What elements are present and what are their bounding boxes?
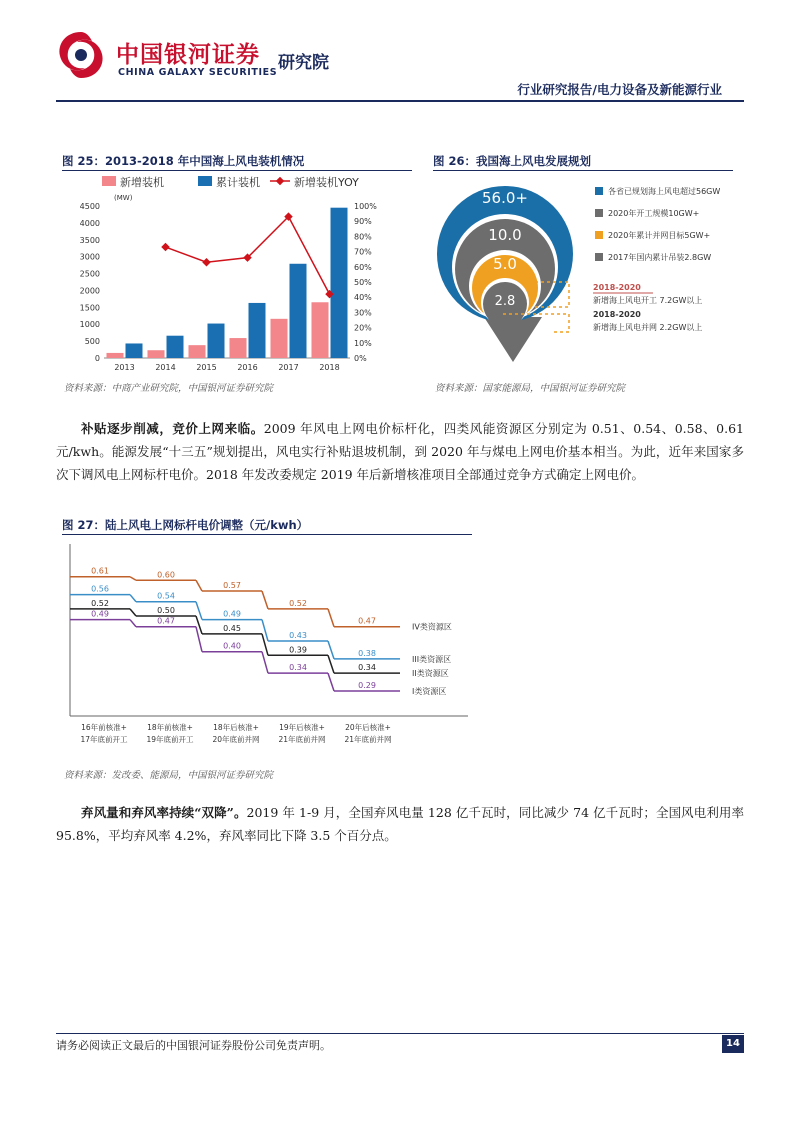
fig27-caption: 图 27：陆上风电上网标杆电价调整（元/kwh） xyxy=(62,518,309,532)
price-label: 0.60 xyxy=(157,570,175,580)
y-tick-label: 500 xyxy=(84,337,100,347)
legend-swatch xyxy=(595,209,603,217)
bar-cumulative xyxy=(126,343,143,358)
logo-institute: 研究院 xyxy=(278,53,329,73)
price-label: 0.50 xyxy=(157,606,175,615)
fig25-caption: 图 25：2013-2018 年中国海上风电装机情况 xyxy=(62,154,305,168)
price-label: 0.45 xyxy=(223,623,241,633)
fig26-source: 资料来源：国家能源局，中国银河证券研究院 xyxy=(435,383,626,394)
footer-divider xyxy=(56,1033,744,1034)
price-label: 0.61 xyxy=(91,566,109,576)
y2-tick-label: 20% xyxy=(354,323,372,333)
circle-label-56: 56.0+ xyxy=(482,189,528,207)
fig27-source: 资料来源：发改委、能源局，中国银河证券研究院 xyxy=(64,770,274,781)
price-label: 0.34 xyxy=(358,663,376,673)
legend-label-yoy: 新增装机YOY xyxy=(294,176,359,189)
price-label: 0.52 xyxy=(91,598,109,608)
y2-tick-label: 60% xyxy=(354,262,372,272)
y2-tick-label: 80% xyxy=(354,232,372,242)
circle-label-2-8: 2.8 xyxy=(494,294,516,309)
bar-new-installed xyxy=(189,345,206,358)
region-label: II类资源区 xyxy=(412,669,449,679)
bar-cumulative xyxy=(290,264,307,358)
price-label: 0.40 xyxy=(223,641,241,651)
bar-new-installed xyxy=(148,350,165,358)
price-label: 0.34 xyxy=(289,663,307,673)
fig27-caption-rule xyxy=(62,534,472,535)
legend-text: 2020年开工规模10GW+ xyxy=(608,209,700,218)
paragraph-curtailment-heading: 弃风量和弃风率持续“双降”。 xyxy=(81,805,247,820)
y2-tick-label: 10% xyxy=(354,338,372,348)
y2-tick-label: 70% xyxy=(354,247,372,257)
circle-label-5: 5.0 xyxy=(493,255,517,273)
price-step-drop xyxy=(130,620,136,627)
y2-tick-label: 100% xyxy=(354,202,377,211)
y-tick-label: 4000 xyxy=(79,218,100,228)
fig25-caption-rule xyxy=(62,170,412,171)
legend-text: 各省已规划海上风电超过56GW xyxy=(608,187,721,196)
legend-label-new: 新增装机 xyxy=(120,176,164,189)
price-label: 0.49 xyxy=(223,609,241,619)
paragraph-subsidy-heading: 补贴逐步削减，竞价上网来临。 xyxy=(81,421,264,436)
legend-swatch xyxy=(595,231,603,239)
bar-cumulative xyxy=(249,303,266,358)
x-tick-label: 2015 xyxy=(196,363,217,372)
legend-swatch-cumulative xyxy=(198,176,212,186)
price-label: 0.29 xyxy=(358,681,376,690)
bar-new-installed xyxy=(271,319,288,358)
price-step-drop xyxy=(262,652,268,673)
y-tick-label: 3500 xyxy=(79,235,100,245)
period-label: 18年后核准+ xyxy=(213,723,259,732)
period-label: 21年底前并网 xyxy=(278,735,326,744)
bar-cumulative xyxy=(208,324,225,358)
price-step-drop xyxy=(262,591,268,609)
price-step-drop xyxy=(130,595,136,602)
region-label: IV类资源区 xyxy=(412,622,452,632)
legend-text: 2017年国内累计吊装2.8GW xyxy=(608,253,712,262)
bar-new-installed xyxy=(230,338,247,358)
y2-tick-label: 50% xyxy=(354,278,372,287)
price-label: 0.54 xyxy=(157,591,175,601)
fig25-source: 资料来源：中商产业研究院，中国银河证券研究院 xyxy=(64,383,274,394)
bar-cumulative xyxy=(167,336,184,358)
legend-swatch-new xyxy=(102,176,116,186)
period-label: 21年底前并网 xyxy=(344,735,392,744)
fig26-diagram xyxy=(433,172,738,377)
logo-company-english: CHINA GALAXY SECURITIES xyxy=(118,67,278,78)
price-label: 0.57 xyxy=(223,581,241,590)
x-tick-label: 2018 xyxy=(319,363,340,372)
price-step-drop xyxy=(328,609,334,627)
period-label: 18年前核准+ xyxy=(147,723,193,732)
paragraph-subsidy xyxy=(56,417,744,486)
y-tick-label: 0 xyxy=(94,354,100,363)
period-label: 19年底前开工 xyxy=(146,735,194,744)
y-tick-label: 1000 xyxy=(79,320,100,330)
price-label: 0.49 xyxy=(91,609,109,619)
price-label: 0.47 xyxy=(358,616,376,626)
page-number: 14 xyxy=(722,1035,744,1053)
bar-new-installed xyxy=(107,353,124,358)
region-label: III类资源区 xyxy=(412,654,452,664)
period-label: 19年后核准+ xyxy=(279,723,325,732)
y-tick-label: 2000 xyxy=(79,286,100,296)
unit-label: (MW) xyxy=(114,194,133,202)
paragraph-subsidy-body: 2009 年风电上网电价标杆化，四类风能资源区分别定为 0.51、0.54、0.58、0.61 元/kwh。能源发展“十三五”规划提出，风电实行补贴退坡机制，到 2020 年与煤电上网电价基本相当。为此，近年来国家多次下调风电上网标杆电价。2018 年发改委规定 2019 年后新增核准项目全部通过竞争方式确定上网电价。 xyxy=(56,421,744,482)
yoy-point xyxy=(202,258,210,266)
yoy-point xyxy=(161,243,169,251)
logo-company-name: 中国银河证券 xyxy=(116,42,260,68)
legend-marker-yoy xyxy=(276,177,284,185)
price-label: 0.52 xyxy=(289,598,307,608)
x-tick-label: 2016 xyxy=(237,363,258,372)
price-label: 0.38 xyxy=(358,648,376,658)
y2-tick-label: 90% xyxy=(354,217,372,227)
note2-title: 2018-2020 xyxy=(593,310,641,319)
period-label: 20年后核准+ xyxy=(345,723,391,732)
footer-disclaimer: 请务必阅读正文最后的中国银河证券股份公司免责声明。 xyxy=(56,1039,331,1052)
circle-label-10: 10.0 xyxy=(488,226,522,244)
fig26-caption-rule xyxy=(433,170,733,171)
bar-cumulative xyxy=(331,208,348,358)
y-tick-label: 4500 xyxy=(79,202,100,211)
paragraph-curtailment xyxy=(56,801,744,847)
region-label: I类资源区 xyxy=(412,687,447,696)
note1-text: 新增海上风电开工 7.2GW以上 xyxy=(593,296,703,305)
y-tick-label: 3000 xyxy=(79,252,100,262)
note2-text: 新增海上风电并网 2.2GW以上 xyxy=(593,323,703,332)
legend-swatch xyxy=(595,187,603,195)
price-step-drop xyxy=(328,673,334,691)
price-step-drop xyxy=(130,609,136,616)
note1-title: 2018-2020 xyxy=(593,283,641,292)
header-divider xyxy=(56,100,744,102)
price-label: 0.39 xyxy=(289,645,307,655)
report-category: 行业研究报告/电力设备及新能源行业 xyxy=(517,82,722,97)
bar-new-installed xyxy=(312,302,329,358)
period-label: 20年底前并网 xyxy=(212,735,260,744)
paragraph-curtailment-body: 2019 年 1-9 月，全国弃风电量 128 亿千瓦时，同比减少 74 亿千瓦时；全国风电利用率 95.8%，平均弃风率 4.2%，弃风率同比下降 3.5 个百分点。 xyxy=(56,805,744,843)
x-tick-label: 2013 xyxy=(114,363,135,372)
price-label: 0.43 xyxy=(289,631,307,640)
price-label: 0.47 xyxy=(157,616,175,626)
price-label: 0.56 xyxy=(91,584,109,594)
fig25-chart xyxy=(62,172,412,377)
price-step-drop xyxy=(196,580,202,591)
galaxy-logo-icon xyxy=(54,28,108,82)
y-tick-label: 1500 xyxy=(79,303,100,313)
legend-label-cumulative: 累计装机 xyxy=(216,176,260,189)
period-label: 16年前核准+ xyxy=(81,723,127,732)
period-label: 17年底前开工 xyxy=(80,735,128,744)
x-tick-label: 2017 xyxy=(278,363,299,372)
legend-swatch xyxy=(595,253,603,261)
price-step-drop xyxy=(130,577,136,581)
fig27-chart xyxy=(62,536,472,758)
y-tick-label: 2500 xyxy=(79,269,100,279)
y2-tick-label: 40% xyxy=(354,293,372,303)
fig26-caption: 图 26：我国海上风电发展规划 xyxy=(433,154,592,168)
legend-text: 2020年累计并网目标5GW+ xyxy=(608,231,711,240)
y2-tick-label: 0% xyxy=(354,354,367,363)
x-tick-label: 2014 xyxy=(155,363,176,372)
y2-tick-label: 30% xyxy=(354,308,372,318)
